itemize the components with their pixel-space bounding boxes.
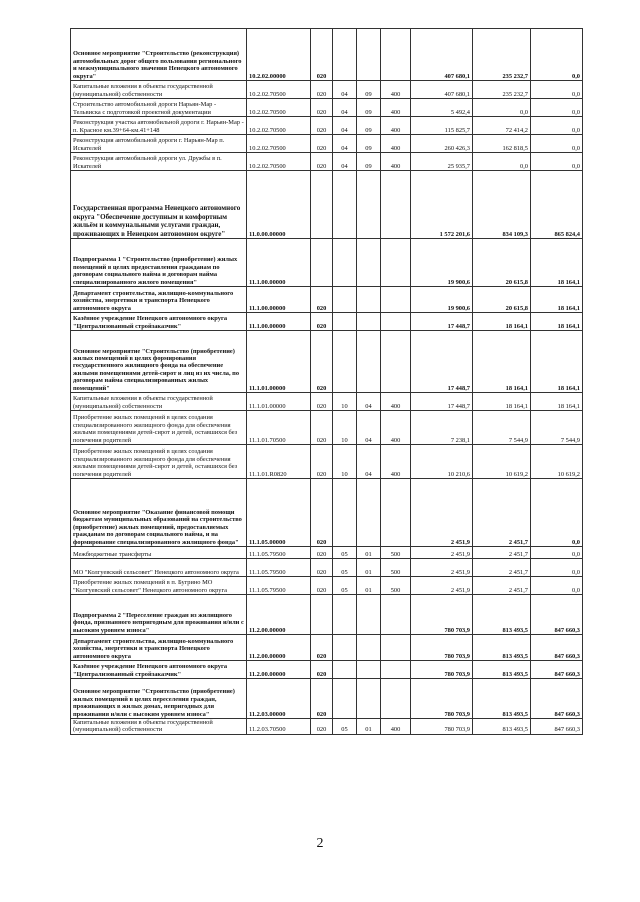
row-name: Казённое учреждение Ненецкого автономного округа "Централизованный стройзаказчик" bbox=[71, 313, 247, 331]
table-row bbox=[71, 661, 583, 679]
row-vr: 400 bbox=[381, 99, 411, 117]
row-pr: 09 bbox=[357, 135, 381, 153]
row-name: Основное мероприятие "Строительство (приобретение) жилых помещений в целях переселения граждан, проживающих в жилых домах, непригодных для проживания и/или с высоким уровнем износа" bbox=[71, 679, 247, 719]
row-pr: 04 bbox=[357, 393, 381, 411]
row-gr: 020 bbox=[311, 559, 333, 577]
row-vr: 500 bbox=[381, 577, 411, 595]
row-pr bbox=[357, 635, 381, 661]
table-row bbox=[71, 81, 583, 99]
row-gr: 020 bbox=[311, 313, 333, 331]
row-value-1: 19 900,6 bbox=[411, 239, 473, 287]
table-row bbox=[71, 635, 583, 661]
row-gr: 020 bbox=[311, 547, 333, 559]
row-value-2: 2 451,7 bbox=[473, 479, 531, 547]
row-gr: 020 bbox=[311, 153, 333, 171]
row-value-2: 235 232,7 bbox=[473, 29, 531, 81]
row-value-1: 2 451,9 bbox=[411, 479, 473, 547]
row-vr bbox=[381, 661, 411, 679]
row-value-1: 17 448,7 bbox=[411, 313, 473, 331]
row-code: 10.2.02.70500 bbox=[247, 153, 311, 171]
row-rz bbox=[333, 661, 357, 679]
row-value-2: 2 451,7 bbox=[473, 577, 531, 595]
row-gr: 020 bbox=[311, 577, 333, 595]
row-rz bbox=[333, 635, 357, 661]
table-body bbox=[71, 29, 583, 735]
row-value-1: 780 703,9 bbox=[411, 595, 473, 635]
row-name: Основное мероприятие "Строительство (реконструкция) автомобильных дорог общего пользования регионального и межмуниципального значения Ненецкого автономного округа" bbox=[71, 29, 247, 81]
row-code: 11.1.01.00000 bbox=[247, 393, 311, 411]
row-value-3: 0,0 bbox=[531, 81, 583, 99]
row-code: 11.1.05.00000 bbox=[247, 479, 311, 547]
row-gr: 020 bbox=[311, 719, 333, 735]
row-pr bbox=[357, 331, 381, 393]
row-vr: 400 bbox=[381, 135, 411, 153]
row-gr: 020 bbox=[311, 679, 333, 719]
row-value-3: 18 164,1 bbox=[531, 393, 583, 411]
row-rz: 05 bbox=[333, 719, 357, 735]
table-row bbox=[71, 99, 583, 117]
row-value-3: 847 660,3 bbox=[531, 595, 583, 635]
budget-table-sheet bbox=[70, 28, 582, 735]
row-pr bbox=[357, 29, 381, 81]
row-value-2: 2 451,7 bbox=[473, 547, 531, 559]
row-value-2: 20 615,8 bbox=[473, 239, 531, 287]
row-code: 11.1.01.R0820 bbox=[247, 445, 311, 479]
row-gr bbox=[311, 171, 333, 239]
row-gr: 020 bbox=[311, 445, 333, 479]
row-value-1: 2 451,9 bbox=[411, 547, 473, 559]
row-code: 11.1.05.79500 bbox=[247, 547, 311, 559]
row-value-3: 18 164,1 bbox=[531, 287, 583, 313]
row-value-1: 780 703,9 bbox=[411, 635, 473, 661]
row-value-3: 0,0 bbox=[531, 135, 583, 153]
row-value-3: 18 164,1 bbox=[531, 239, 583, 287]
row-value-2: 813 493,5 bbox=[473, 679, 531, 719]
row-name: Государственная программа Ненецкого автономного округа "Обеспечение доступным и комфортным жильём и коммунальными услугами граждан, проживающих в Ненецком автономном округе" bbox=[71, 171, 247, 239]
row-value-1: 780 703,9 bbox=[411, 661, 473, 679]
row-gr: 020 bbox=[311, 81, 333, 99]
row-vr: 500 bbox=[381, 559, 411, 577]
row-code: 11.1.05.79500 bbox=[247, 577, 311, 595]
row-code: 11.2.03.00000 bbox=[247, 679, 311, 719]
row-pr bbox=[357, 171, 381, 239]
row-gr: 020 bbox=[311, 287, 333, 313]
row-value-2: 10 619,2 bbox=[473, 445, 531, 479]
row-pr: 04 bbox=[357, 445, 381, 479]
row-value-1: 260 426,3 bbox=[411, 135, 473, 153]
table-row bbox=[71, 411, 583, 445]
table-row bbox=[71, 445, 583, 479]
row-rz bbox=[333, 171, 357, 239]
row-code: 10.2.02.70500 bbox=[247, 99, 311, 117]
row-name: Реконструкция участка автомобильной дороги г. Нарьян-Мар - п. Красное км.39+64-км.41+148 bbox=[71, 117, 247, 135]
row-gr bbox=[311, 595, 333, 635]
row-name: Капитальные вложения в объекты государственной (муниципальной) собственности bbox=[71, 719, 247, 735]
row-rz bbox=[333, 313, 357, 331]
row-vr bbox=[381, 595, 411, 635]
table-row bbox=[71, 595, 583, 635]
row-rz: 04 bbox=[333, 81, 357, 99]
row-name: Казённое учреждение Ненецкого автономного округа "Централизованный стройзаказчик" bbox=[71, 661, 247, 679]
row-name: Подпрограмма 2 "Переселение граждан из жилищного фонда, признанного непригодным для проживания и/или с высоким уровнем износа" bbox=[71, 595, 247, 635]
row-vr: 400 bbox=[381, 393, 411, 411]
row-value-1: 2 451,9 bbox=[411, 559, 473, 577]
row-value-2: 2 451,7 bbox=[473, 559, 531, 577]
row-value-1: 780 703,9 bbox=[411, 679, 473, 719]
row-name: МО "Колгуевский сельсовет" Ненецкого автономного округа bbox=[71, 559, 247, 577]
row-pr: 01 bbox=[357, 719, 381, 735]
row-rz bbox=[333, 679, 357, 719]
row-code: 11.1.05.79500 bbox=[247, 559, 311, 577]
row-pr: 09 bbox=[357, 117, 381, 135]
row-value-2: 813 493,5 bbox=[473, 595, 531, 635]
row-name: Основное мероприятие "Строительство (приобретение) жилых помещений в целях формирования государственного жилищного фонда на обеспечение жилыми помещениями детей-сирот и лиц из их числа, по договорам найма специализированных жилых помещений" bbox=[71, 331, 247, 393]
table-row bbox=[71, 29, 583, 81]
row-code: 11.0.00.00000 bbox=[247, 171, 311, 239]
row-pr: 09 bbox=[357, 153, 381, 171]
row-value-3: 865 824,4 bbox=[531, 171, 583, 239]
row-code: 11.1.00.00000 bbox=[247, 239, 311, 287]
row-gr: 020 bbox=[311, 117, 333, 135]
table-row bbox=[71, 479, 583, 547]
row-vr bbox=[381, 171, 411, 239]
row-name: Реконструкция автомобильной дороги г. Нарьян-Мар п. Искателей bbox=[71, 135, 247, 153]
row-code: 11.2.00.00000 bbox=[247, 595, 311, 635]
row-name: Строительство автомобильной дороги Нарьян-Мар - Тельвиска с подготовкой проектной документации bbox=[71, 99, 247, 117]
row-rz: 10 bbox=[333, 445, 357, 479]
row-value-2: 7 544,9 bbox=[473, 411, 531, 445]
row-vr: 400 bbox=[381, 81, 411, 99]
row-code: 11.2.00.00000 bbox=[247, 635, 311, 661]
row-value-1: 7 238,1 bbox=[411, 411, 473, 445]
row-value-3: 0,0 bbox=[531, 29, 583, 81]
row-vr bbox=[381, 29, 411, 81]
row-name: Подпрограмма 1 "Строительство (приобретение) жилых помещений в целях предоставления гражданам по договорам социального найма и договорам найма специализированного жилого помещения" bbox=[71, 239, 247, 287]
row-code: 11.2.03.70500 bbox=[247, 719, 311, 735]
row-code: 11.1.01.00000 bbox=[247, 331, 311, 393]
row-value-2: 813 493,5 bbox=[473, 661, 531, 679]
row-rz: 05 bbox=[333, 547, 357, 559]
row-name: Основное мероприятие "Оказание финансовой помощи бюджетам муниципальных образований на строительство (приобретение) жилых помещений, предоставляемых гражданам по договорам социального найма, и на формирование специализированного жилищного фонда" bbox=[71, 479, 247, 547]
row-name: Приобретение жилых помещений в п. Бугрино МО "Колгуевский сельсовет" Ненецкого автономного округа bbox=[71, 577, 247, 595]
row-rz: 05 bbox=[333, 577, 357, 595]
row-value-3: 0,0 bbox=[531, 547, 583, 559]
table-row bbox=[71, 393, 583, 411]
row-rz bbox=[333, 595, 357, 635]
row-pr bbox=[357, 595, 381, 635]
row-code: 11.1.01.70500 bbox=[247, 411, 311, 445]
row-vr bbox=[381, 287, 411, 313]
row-rz bbox=[333, 239, 357, 287]
row-value-3: 847 660,3 bbox=[531, 635, 583, 661]
row-value-2: 20 615,8 bbox=[473, 287, 531, 313]
row-value-1: 25 935,7 bbox=[411, 153, 473, 171]
row-value-3: 0,0 bbox=[531, 153, 583, 171]
row-name: Капитальные вложения в объекты государственной (муниципальной) собственности bbox=[71, 393, 247, 411]
row-vr: 400 bbox=[381, 411, 411, 445]
row-gr: 020 bbox=[311, 331, 333, 393]
row-value-2: 235 232,7 bbox=[473, 81, 531, 99]
row-value-1: 17 448,7 bbox=[411, 393, 473, 411]
row-vr: 400 bbox=[381, 719, 411, 735]
row-name: Реконструкция автомобильной дороги ул. Дружбы в п. Искателей bbox=[71, 153, 247, 171]
table-row bbox=[71, 679, 583, 719]
row-pr bbox=[357, 479, 381, 547]
row-vr bbox=[381, 331, 411, 393]
row-pr: 09 bbox=[357, 99, 381, 117]
row-value-3: 847 660,3 bbox=[531, 679, 583, 719]
row-value-1: 115 825,7 bbox=[411, 117, 473, 135]
table-row bbox=[71, 153, 583, 171]
row-value-3: 847 660,3 bbox=[531, 661, 583, 679]
row-rz: 10 bbox=[333, 411, 357, 445]
row-pr: 01 bbox=[357, 559, 381, 577]
row-value-2: 18 164,1 bbox=[473, 393, 531, 411]
row-pr bbox=[357, 679, 381, 719]
table-row bbox=[71, 117, 583, 135]
row-value-3: 7 544,9 bbox=[531, 411, 583, 445]
row-value-3: 18 164,1 bbox=[531, 313, 583, 331]
table-row bbox=[71, 577, 583, 595]
row-name: Межбюджетные трансферты bbox=[71, 547, 247, 559]
row-value-3: 10 619,2 bbox=[531, 445, 583, 479]
table-row bbox=[71, 287, 583, 313]
row-value-2: 813 493,5 bbox=[473, 719, 531, 735]
row-gr: 020 bbox=[311, 135, 333, 153]
row-value-2: 0,0 bbox=[473, 99, 531, 117]
table-row bbox=[71, 313, 583, 331]
row-name: Департамент строительства, жилищно-коммунального хозяйства, энергетики и транспорта Ненецкого автономного округа bbox=[71, 287, 247, 313]
row-vr: 400 bbox=[381, 445, 411, 479]
row-gr: 020 bbox=[311, 99, 333, 117]
row-code: 11.2.00.00000 bbox=[247, 661, 311, 679]
row-value-1: 1 572 201,6 bbox=[411, 171, 473, 239]
row-value-1: 19 900,6 bbox=[411, 287, 473, 313]
row-rz bbox=[333, 29, 357, 81]
row-pr bbox=[357, 661, 381, 679]
row-value-2: 18 164,1 bbox=[473, 313, 531, 331]
row-rz: 04 bbox=[333, 135, 357, 153]
row-pr bbox=[357, 313, 381, 331]
row-value-1: 407 680,1 bbox=[411, 81, 473, 99]
row-pr bbox=[357, 287, 381, 313]
row-rz: 05 bbox=[333, 559, 357, 577]
row-code: 10.2.02.70500 bbox=[247, 135, 311, 153]
row-vr bbox=[381, 635, 411, 661]
row-gr: 020 bbox=[311, 635, 333, 661]
row-code: 11.1.00.00000 bbox=[247, 313, 311, 331]
row-value-1: 780 703,9 bbox=[411, 719, 473, 735]
row-vr: 400 bbox=[381, 153, 411, 171]
row-gr: 020 bbox=[311, 479, 333, 547]
table-row bbox=[71, 331, 583, 393]
row-value-1: 5 492,4 bbox=[411, 99, 473, 117]
row-code: 11.1.00.00000 bbox=[247, 287, 311, 313]
row-gr: 020 bbox=[311, 411, 333, 445]
row-value-1: 17 448,7 bbox=[411, 331, 473, 393]
row-rz bbox=[333, 331, 357, 393]
row-value-3: 0,0 bbox=[531, 117, 583, 135]
row-rz: 04 bbox=[333, 99, 357, 117]
row-value-1: 10 210,6 bbox=[411, 445, 473, 479]
row-rz: 10 bbox=[333, 393, 357, 411]
row-pr: 09 bbox=[357, 81, 381, 99]
row-value-1: 407 680,1 bbox=[411, 29, 473, 81]
row-name: Приобретение жилых помещений в целях создания специализированного жилищного фонда для обеспечения жилыми помещениями детей-сирот и детей, оставшихся без попечения родителей bbox=[71, 411, 247, 445]
row-name: Капитальные вложения в объекты государственной (муниципальной) собственности bbox=[71, 81, 247, 99]
table-row bbox=[71, 719, 583, 735]
row-value-2: 813 493,5 bbox=[473, 635, 531, 661]
row-vr bbox=[381, 479, 411, 547]
table-row bbox=[71, 239, 583, 287]
row-value-3: 0,0 bbox=[531, 559, 583, 577]
table-row bbox=[71, 559, 583, 577]
row-vr: 500 bbox=[381, 547, 411, 559]
row-vr: 400 bbox=[381, 117, 411, 135]
table-row bbox=[71, 171, 583, 239]
row-pr: 01 bbox=[357, 577, 381, 595]
row-pr: 04 bbox=[357, 411, 381, 445]
row-vr bbox=[381, 239, 411, 287]
row-value-2: 162 818,5 bbox=[473, 135, 531, 153]
row-value-3: 847 660,3 bbox=[531, 719, 583, 735]
table-row bbox=[71, 135, 583, 153]
row-value-3: 0,0 bbox=[531, 479, 583, 547]
row-value-3: 18 164,1 bbox=[531, 331, 583, 393]
row-rz: 04 bbox=[333, 153, 357, 171]
row-pr: 01 bbox=[357, 547, 381, 559]
row-code: 10.2.02.00000 bbox=[247, 29, 311, 81]
row-gr: 020 bbox=[311, 393, 333, 411]
row-value-2: 0,0 bbox=[473, 153, 531, 171]
page-number: 2 bbox=[316, 836, 324, 851]
row-rz bbox=[333, 479, 357, 547]
row-pr bbox=[357, 239, 381, 287]
row-code: 10.2.02.70500 bbox=[247, 117, 311, 135]
row-value-2: 72 414,2 bbox=[473, 117, 531, 135]
row-vr bbox=[381, 679, 411, 719]
table-row bbox=[71, 547, 583, 559]
row-value-2: 18 164,1 bbox=[473, 331, 531, 393]
row-value-1: 2 451,9 bbox=[411, 577, 473, 595]
row-rz bbox=[333, 287, 357, 313]
row-value-3: 0,0 bbox=[531, 99, 583, 117]
row-name: Департамент строительства, жилищно-коммунального хозяйства, энергетики и транспорта Ненецкого автономного округа bbox=[71, 635, 247, 661]
row-value-3: 0,0 bbox=[531, 577, 583, 595]
row-value-2: 834 109,3 bbox=[473, 171, 531, 239]
row-vr bbox=[381, 313, 411, 331]
row-code: 10.2.02.70500 bbox=[247, 81, 311, 99]
row-gr: 020 bbox=[311, 29, 333, 81]
row-rz: 04 bbox=[333, 117, 357, 135]
budget-table bbox=[70, 28, 583, 735]
row-name: Приобретение жилых помещений в целях создания специализированного жилищного фонда для обеспечения жилыми помещениями детей-сирот и детей, оставшихся без попечения родителей bbox=[71, 445, 247, 479]
row-gr bbox=[311, 239, 333, 287]
row-gr: 020 bbox=[311, 661, 333, 679]
